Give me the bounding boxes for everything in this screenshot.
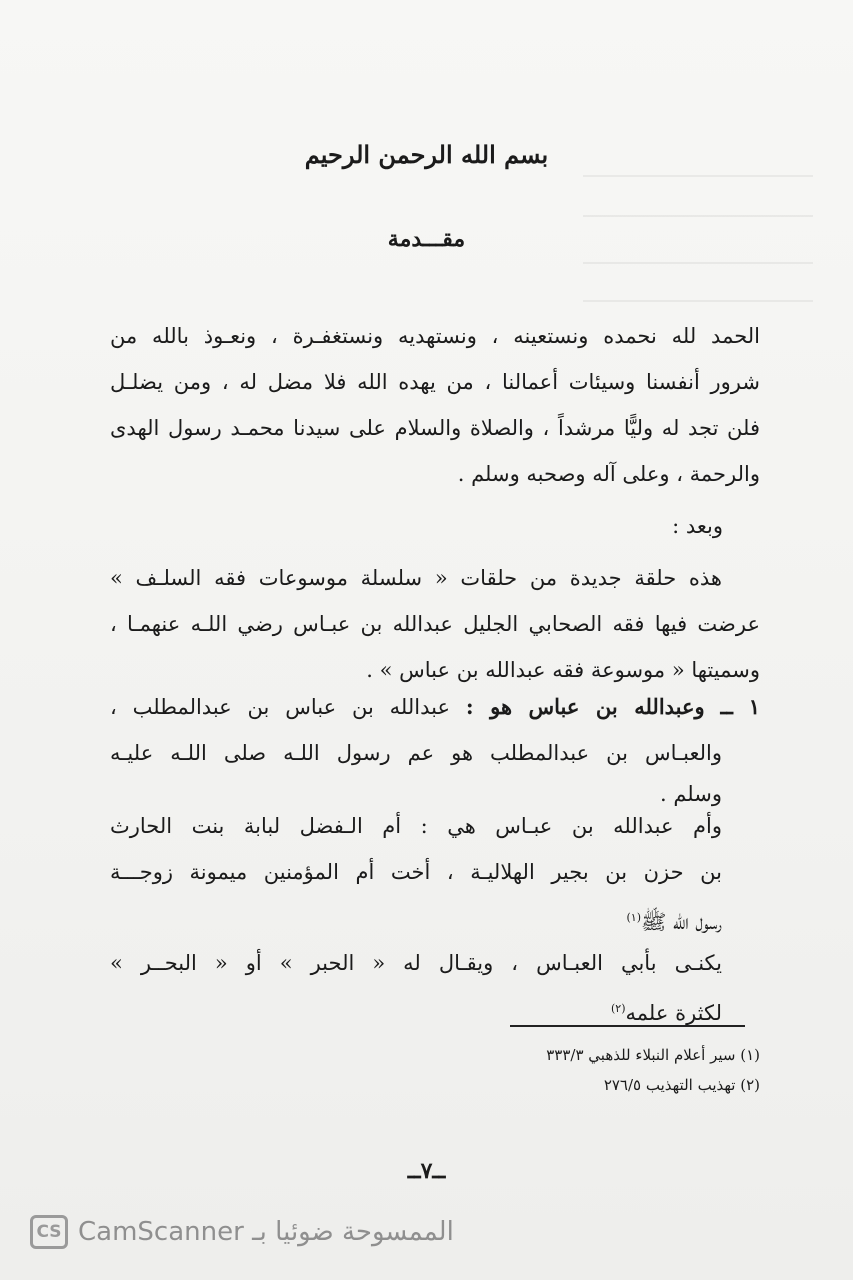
- page-number: ــ٧ــ: [407, 1158, 446, 1184]
- point-lead: وعبدالله بن عباس هو :: [465, 694, 705, 719]
- camscanner-watermark: [30, 1210, 454, 1254]
- after-label: [110, 503, 723, 549]
- intro-line: الحمد لله نحمده ونستعينه ، ونستهديه ونستغفـرة ، ونعـوذ بالله من: [110, 324, 760, 348]
- point-dash: ــ: [720, 694, 733, 719]
- bleed-through-mark: [583, 262, 813, 264]
- point-one-line2: والعبـاس بن عبدالمطلب هو عم رسول اللـه صلى اللـه عليـه: [110, 741, 722, 765]
- series-line: وسميتها « موسوعة فقه عبدالله بن عباس » .: [366, 658, 760, 682]
- intro-line: شرور أنفسنا وسيئات أعمالنا ، من يهده الله فلا مضل له ، ومن يضلـل: [110, 370, 760, 394]
- point-one-line3: وسلم .: [659, 782, 722, 806]
- basmala-heading: بسم الله الرحمن الرحيم: [304, 140, 549, 169]
- bleed-through-mark: [583, 175, 813, 177]
- point-one: [110, 684, 760, 812]
- point-one-line1: [110, 684, 760, 730]
- camscanner-logo-icon: CS: [30, 1215, 68, 1249]
- kunya-line2-text: لكثرة علمه: [625, 1001, 722, 1025]
- mother-paragraph: [110, 803, 760, 945]
- bleed-through-mark: [583, 300, 813, 302]
- footnote-divider: [510, 1025, 745, 1027]
- mother-line2: بن حزن بن بجير الهلاليـة ، أخت أم المؤمنين ميمونة زوجـــة: [110, 860, 722, 884]
- mother-line3-text: رسول الله ﷺ: [641, 910, 722, 934]
- kunya-paragraph: [110, 940, 760, 1036]
- intro-line: فلن تجد له وليًّا مرشداً ، والصلاة والسلام على سيدنا محمـد رسول الهدى: [110, 416, 760, 440]
- watermark-text: CamScanner الممسوحة ضوئيا بـ: [78, 1217, 454, 1247]
- bleed-through-mark: [583, 215, 813, 217]
- point-rest: عبدالله بن عباس بن عبدالمطلب ،: [110, 695, 450, 719]
- page-title: مقـــدمة: [387, 226, 466, 252]
- footnote-item: (٢) تهذيب التهذيب ٢٧٦/٥: [603, 1076, 760, 1094]
- mother-line3: [110, 895, 760, 945]
- intro-paragraph: [110, 313, 760, 497]
- footnote-item: (١) سير أعلام النبلاء للذهبي ٣٣٣/٣: [546, 1046, 760, 1064]
- mother-line1: وأم عبدالله بن عبـاس هي : أم الـفضل لبابة بنت الحارث: [110, 814, 722, 838]
- footnotes: [340, 1040, 760, 1100]
- kunya-line1: يكنـى بأبي العبـاس ، ويقـال له « الحبر » أو « البحــر »: [110, 951, 722, 975]
- series-line: عرضت فيها فقه الصحابي الجليل عبدالله بن عبـاس رضي اللـه عنهمـا ،: [110, 612, 760, 636]
- footnote-ref-2: (٢): [611, 1002, 626, 1015]
- series-line: هذه حلقة جديدة من حلقات « سلسلة موسوعات فقه السلـف »: [110, 566, 722, 590]
- series-paragraph: [110, 555, 760, 693]
- kunya-line2: [110, 986, 760, 1036]
- intro-line: والرحمة ، وعلى آله وصحبه وسلم .: [457, 462, 760, 486]
- after-text: وبعد :: [672, 514, 723, 538]
- point-number: ١: [748, 694, 760, 719]
- footnote-ref-1: (١): [626, 911, 642, 924]
